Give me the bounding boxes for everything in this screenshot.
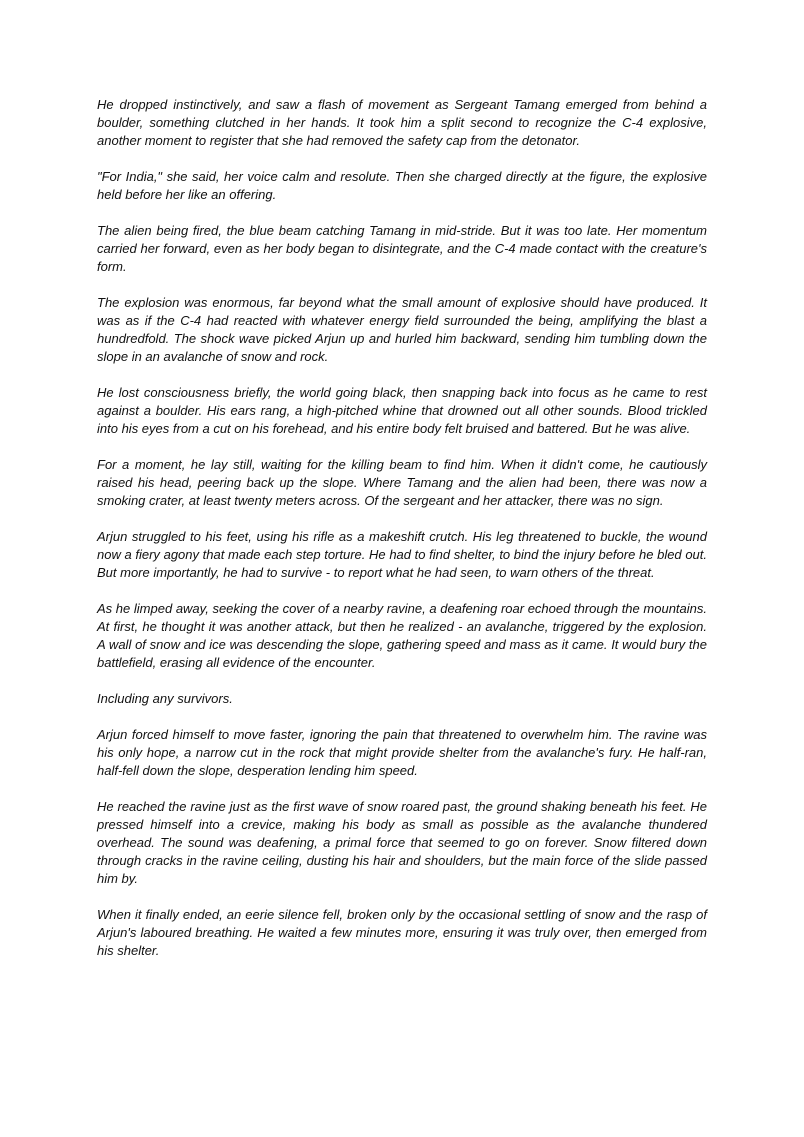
paragraph-1: He dropped instinctively, and saw a flash of movement as Sergeant Tamang emerged from behind a boulder, something clutched in her hands. It took him a split second to recognize the C-4 explosive, another moment to register that she had removed the safety cap from the detonator. — [97, 97, 707, 148]
paragraph-2: "For India," she said, her voice calm and resolute. Then she charged directly at the figure, the explosive held before her like an offering. — [97, 169, 707, 202]
paragraph-9: Including any survivors. — [97, 691, 233, 706]
paragraph-7: Arjun struggled to his feet, using his rifle as a makeshift crutch. His leg threatened to buckle, the wound now a fiery agony that made each step torture. He had to find shelter, to bind the injury before he bled out. But more importantly, he had to survive - to report what he had seen, to warn others of the threat. — [97, 529, 707, 580]
paragraph-12: When it finally ended, an eerie silence fell, broken only by the occasional settling of snow and the rasp of Arjun's laboured breathing. He waited a few minutes more, ensuring it was truly over, then emerged from his shelter. — [97, 907, 707, 958]
paragraph-11: He reached the ravine just as the first wave of snow roared past, the ground shaking beneath his feet. He pressed himself into a crevice, making his body as small as possible as the avalanche thundered overhead. The sound was deafening, a primal force that seemed to go on forever. Snow filtered down through cracks in the ravine ceiling, dusting his hair and shoulders, but the main force of the slide passed him by. — [97, 799, 707, 886]
paragraph-3: The alien being fired, the blue beam catching Tamang in mid-stride. But it was too late. Her momentum carried her forward, even as her body began to disintegrate, and the C-4 made contact with the creature's form. — [97, 223, 707, 274]
document-body — [97, 96, 707, 978]
paragraph-4: The explosion was enormous, far beyond what the small amount of explosive should have produced. It was as if the C-4 had reacted with whatever energy field surrounded the being, amplifying the blast a hundredfold. The shock wave picked Arjun up and hurled him backward, sending him tumbling down the slope in an avalanche of snow and rock. — [97, 295, 707, 364]
paragraph-8: As he limped away, seeking the cover of a nearby ravine, a deafening roar echoed through the mountains. At first, he thought it was another attack, but then he realized - an avalanche, triggered by the explosion. A wall of snow and ice was descending the slope, gathering speed and mass as it came. It would bury the battlefield, erasing all evidence of the encounter. — [97, 601, 707, 670]
paragraph-10: Arjun forced himself to move faster, ignoring the pain that threatened to overwhelm him. The ravine was his only hope, a narrow cut in the rock that might provide shelter from the avalanche's fury. He half-ran, half-fell down the slope, desperation lending him speed. — [97, 727, 707, 778]
paragraph-5: He lost consciousness briefly, the world going black, then snapping back into focus as he came to rest against a boulder. His ears rang, a high-pitched whine that drowned out all other sounds. Blood trickled into his eyes from a cut on his forehead, and his entire body felt bruised and battered. But he was alive. — [97, 385, 707, 436]
paragraph-6: For a moment, he lay still, waiting for the killing beam to find him. When it didn't come, he cautiously raised his head, peering back up the slope. Where Tamang and the alien had been, there was now a smoking crater, at least twenty meters across. Of the sergeant and her attacker, there was no sign. — [97, 457, 707, 508]
